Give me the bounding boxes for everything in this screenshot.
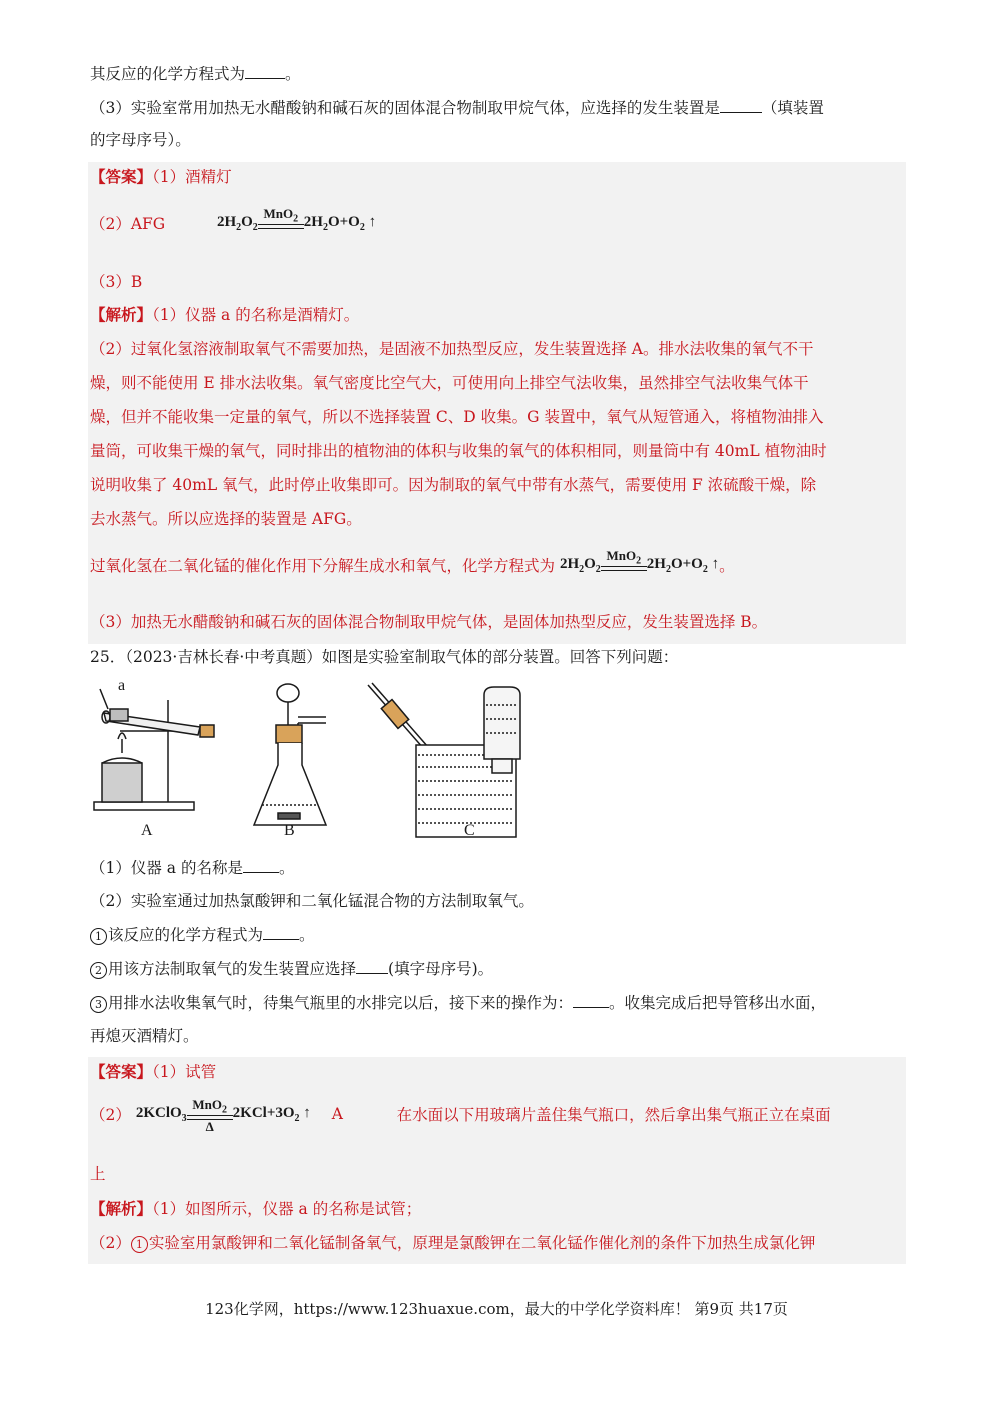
question-25-title: 25．（2023·吉林长春·中考真题）如图是实验室制取气体的部分装置。回答下列问题： (90, 648, 679, 666)
answer-line-2: （2）AFG $2H_2O_2$ MnO$_2$ $2H_2O+O_2$ ↑ (90, 206, 376, 240)
prev-question-line1: 其反应的化学方程式为 。 (90, 65, 301, 83)
figure-label-a: A (141, 822, 153, 839)
figure-label-b: B (284, 822, 295, 839)
question-25-q2-2: 2 用该方法制取氧气的发生装置应选择 (填字母序号)。 (90, 957, 493, 979)
analysis-para-line: （2）过氧化氢溶液制取氧气不需要加热，是固液不加热型反应，发生装置选择 A。排水法收集的氧气不干 (90, 340, 814, 358)
question-25-q2-1: 1 该反应的化学方程式为 。 (90, 923, 315, 945)
page-footer: 123化学网，https://www.123huaxue.com，最大的中学化学资料库！ 第9页 共17页 (205, 1300, 788, 1318)
analysis-para-line: 说明收集了 40mL 氧气，此时停止收集即可。因为制取的氧气中带有水蒸气，需要使用 F 浓硫酸干燥，除 (90, 476, 817, 494)
analysis-para-line: 量筒，可收集干燥的氧气，同时排出的植物油的体积与收集的氧气的体积相同，则量筒中有 40mL 植物油时 (90, 442, 827, 460)
answer-blank (245, 78, 285, 79)
answer-blank (720, 112, 762, 113)
equation-h2o2-inline: $2H_2O_2$ MnO$_2$ $2H_2O+O_2$ ↑ (559, 548, 720, 575)
answer-line-3: （3）B (90, 273, 143, 291)
analysis25-line-2: （2） 1 实验室用氯酸钾和二氧化锰制备氧气，原理是氯酸钾在二氧化锰作催化剂的条件下加热生成氯化钾 (90, 1234, 816, 1252)
question-25-q2-3: 3 用排水法收集氧气时，待集气瓶里的水排完以后，接下来的操作为： 。收集完成后把导管移出水面， (90, 991, 826, 1013)
answer25-line-3: 上 (90, 1165, 106, 1183)
analysis-para-line: 去水蒸气。所以应选择的装置是 AFG。 (90, 510, 362, 528)
question-25-q2: （2）实验室通过加热氯酸钾和二氧化锰混合物的方法制取氧气。 (90, 892, 534, 910)
analysis-line-1: 【解析】（1）仪器 a 的名称是酒精灯。 (90, 305, 360, 324)
answer25-line-1: 【答案】（1）试管 (90, 1062, 217, 1081)
prev-question-q3-line2: 的字母序号）。 (90, 131, 191, 149)
answer-blank (356, 973, 388, 974)
apparatus-b (254, 684, 326, 825)
equation-h2o2: $2H_2O_2$ MnO$_2$ $2H_2O+O_2$ ↑ (216, 206, 377, 233)
analysis-line-3: （3）加热无水醋酸钠和碱石灰的固体混合物制取甲烷气体，是固体加热型反应，发生装置选择 B。 (90, 613, 768, 631)
answer-blank (243, 872, 279, 873)
question-25-q2-3-line2: 再熄灭酒精灯。 (90, 1027, 199, 1045)
answer-blank (263, 939, 299, 940)
analysis-equation-line: 过氧化氢在二氧化锰的催化作用下分解生成水和氧气，化学方程式为 $2H_2O_2$ MnO$_2$ $2H_2O+O_2$ ↑。 (90, 548, 735, 582)
analysis25-line-1: 【解析】（1）如图所示，仪器 a 的名称是试管； (90, 1199, 422, 1218)
analysis-para-line: 燥，则不能使用 E 排水法收集。氧气密度比空气大，可使用向上排空气法收集，虽然排空气法收集气体干 (90, 374, 809, 392)
prev-question-q3: （3）实验室常用加热无水醋酸钠和碱石灰的固体混合物制取甲烷气体，应选择的发生装置是 （填装置 (90, 99, 824, 117)
equation-kclo3: 2KClO$_3$ MnO$_2$ Δ $2KCl+3O_2$ ↑ (135, 1097, 311, 1134)
apparatus-figure (88, 675, 528, 850)
answer-line-1: 【答案】（1）酒精灯 (90, 167, 232, 186)
answer-blank (573, 1007, 609, 1008)
analysis-para-line: 燥，但并不能收集一定量的氧气，所以不选择装置 C、D 收集。G 装置中，氧气从短管通入，将植物油排入 (90, 408, 824, 426)
answer25-line-2: （2） 2KClO$_3$ MnO$_2$ Δ $2KCl+3O_2$ ↑ A 在水面以下用玻璃片盖住集气瓶口，然后拿出集气瓶正立在桌面 (90, 1097, 831, 1134)
apparatus-c (368, 683, 520, 837)
figure-label-c: C (464, 822, 475, 839)
catalyst-label: MnO$_2$ (263, 206, 299, 225)
question-25-q1: （1）仪器 a 的名称是 。 (90, 859, 295, 877)
apparatus-a (94, 689, 214, 810)
label-a-mark: a (118, 677, 126, 694)
